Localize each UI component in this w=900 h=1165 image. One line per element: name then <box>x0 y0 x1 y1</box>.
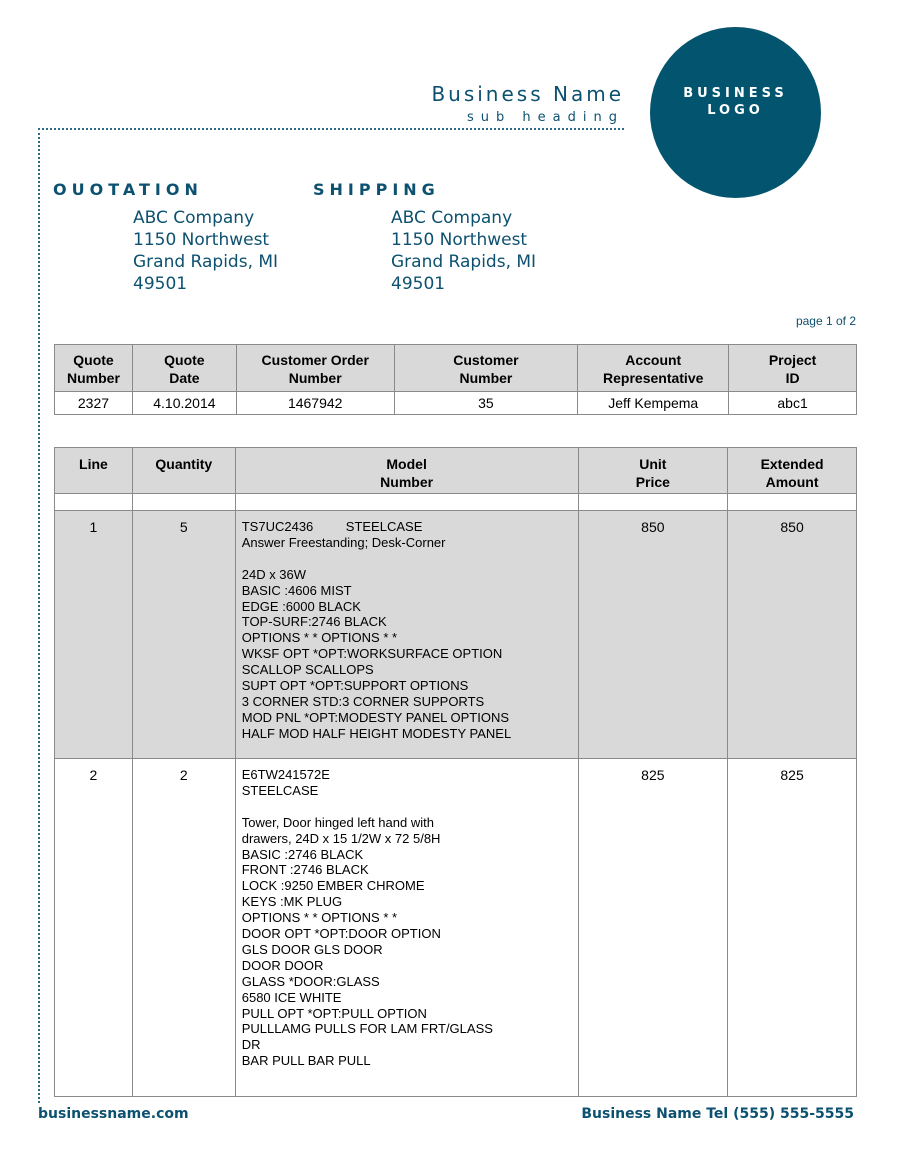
header-project-id: Project ID <box>729 345 857 392</box>
description-line <box>242 551 577 567</box>
footer-contact: Business Name Tel (555) 555-5555 <box>581 1106 854 1122</box>
business-sub-heading: sub heading <box>467 110 624 125</box>
description-line: BAR PULL BAR PULL <box>241 1053 371 1069</box>
info-value-row <box>55 392 857 415</box>
header-quote-number: Quote Number <box>55 345 133 392</box>
account-representative-value: Jeff Kempema <box>578 392 729 415</box>
description-line: EDGE :6000 BLACK <box>241 598 361 614</box>
business-logo <box>650 27 821 198</box>
description-line: 3 CORNER STD:3 CORNER SUPPORTS <box>241 693 485 709</box>
description-line: GLS DOOR GLS DOOR <box>241 941 383 957</box>
spacer-cell <box>578 494 728 511</box>
quotation-heading: OUOTATION <box>53 180 203 199</box>
description-line: SCALLOP SCALLOPS <box>241 662 374 678</box>
spacer-cell <box>728 494 857 511</box>
dotted-divider-horizontal <box>38 128 624 130</box>
spacer-row <box>55 494 857 511</box>
logo-text-line1: BUSINESS <box>683 85 788 101</box>
address-line: 1150 Northwest <box>391 230 528 250</box>
description-line: 24D x 36W <box>241 566 307 582</box>
shipping-heading: SHIPPING <box>313 180 440 199</box>
description-line: WKSF OPT *OPT:WORKSURFACE OPTION <box>241 646 503 662</box>
quote-number-value: 2327 <box>55 392 133 415</box>
description-line: KEYS :MK PLUG <box>241 894 343 910</box>
project-id-value: abc1 <box>729 392 857 415</box>
description-line: OPTIONS * * OPTIONS * * <box>241 910 398 926</box>
customer-order-number-value: 1467942 <box>236 392 394 415</box>
quotation-address <box>133 207 278 295</box>
shipping-address <box>391 207 536 295</box>
spacer-cell <box>55 494 133 511</box>
description-line: TOP-SURF:2746 BLACK <box>241 614 387 630</box>
header-customer-order-number: Customer Order Number <box>236 345 394 392</box>
description-line: PULLLAMG PULLS FOR LAM FRT/GLASS <box>241 1021 493 1037</box>
page-indicator: page 1 of 2 <box>795 314 856 328</box>
line-items-table <box>54 447 857 1097</box>
info-header-row <box>55 345 857 392</box>
description-line: FRONT :2746 BLACK <box>241 862 369 878</box>
address-line: Grand Rapids, MI <box>133 252 279 272</box>
description-line: Tower, Door hinged left hand with <box>241 814 434 830</box>
description-line: Answer Freestanding; Desk-Corner <box>241 534 446 550</box>
dotted-divider-vertical <box>38 128 40 1103</box>
description-line: LOCK :9250 EMBER CHROME <box>241 878 425 894</box>
header-customer-number: Customer Number <box>394 345 578 392</box>
model-description <box>235 511 578 759</box>
description-line <box>242 799 577 815</box>
address-line: 1150 Northwest <box>133 230 270 250</box>
header-quantity: Quantity <box>132 448 235 494</box>
table-row <box>55 759 857 1097</box>
description-line: E6TW241572E <box>241 767 330 782</box>
description-line: DOOR OPT *OPT:DOOR OPTION <box>241 926 441 942</box>
header-account-representative: Account Representative <box>578 345 729 392</box>
description-line: SUPT OPT *OPT:SUPPORT OPTIONS <box>241 678 469 694</box>
header-unit-price: Unit Price <box>578 448 728 494</box>
description-line: TS7UC2436 STEELCASE <box>241 519 423 534</box>
quantity: 5 <box>132 511 235 759</box>
quantity: 2 <box>132 759 235 1097</box>
address-line: 49501 <box>133 274 188 294</box>
quote-date-value: 4.10.2014 <box>132 392 236 415</box>
description-line: drawers, 24D x 15 1/2W x 72 5/8H <box>241 830 441 846</box>
header-model-number: Model Number <box>235 448 578 494</box>
description-line: 6580 ICE WHITE <box>241 989 342 1005</box>
address-line: ABC Company <box>133 208 255 228</box>
description-line: DOOR DOOR <box>241 957 324 973</box>
unit-price: 850 <box>578 511 728 759</box>
header-extended-amount: Extended Amount <box>728 448 857 494</box>
address-line: 49501 <box>391 274 446 294</box>
description-line: DR <box>241 1037 261 1053</box>
header-line: Line <box>55 448 133 494</box>
customer-number-value: 35 <box>394 392 578 415</box>
description-line: OPTIONS * * OPTIONS * * <box>241 630 398 646</box>
footer-website[interactable]: businessname.com <box>38 1106 189 1122</box>
description-line: STEELCASE <box>241 782 319 798</box>
description-line: BASIC :4606 MIST <box>241 582 352 598</box>
logo-text-line2: LOGO <box>707 102 764 118</box>
items-header-row <box>55 448 857 494</box>
description-line: PULL OPT *OPT:PULL OPTION <box>241 1005 427 1021</box>
unit-price: 825 <box>578 759 728 1097</box>
table-row <box>55 511 857 759</box>
description-line: BASIC :2746 BLACK <box>241 846 364 862</box>
description-line: GLASS *DOOR:GLASS <box>241 973 380 989</box>
header-quote-date: Quote Date <box>132 345 236 392</box>
line-number: 1 <box>55 511 133 759</box>
spacer-cell <box>132 494 235 511</box>
description-line: MOD PNL *OPT:MODESTY PANEL OPTIONS <box>241 709 510 725</box>
extended-amount: 825 <box>728 759 857 1097</box>
model-description <box>235 759 578 1097</box>
line-number: 2 <box>55 759 133 1097</box>
spacer-cell <box>235 494 578 511</box>
business-name: Business Name <box>431 82 624 106</box>
description-line: HALF MOD HALF HEIGHT MODESTY PANEL <box>241 725 512 741</box>
address-line: Grand Rapids, MI <box>391 252 537 272</box>
address-line: ABC Company <box>391 208 513 228</box>
quote-info-table <box>54 344 857 415</box>
extended-amount: 850 <box>728 511 857 759</box>
